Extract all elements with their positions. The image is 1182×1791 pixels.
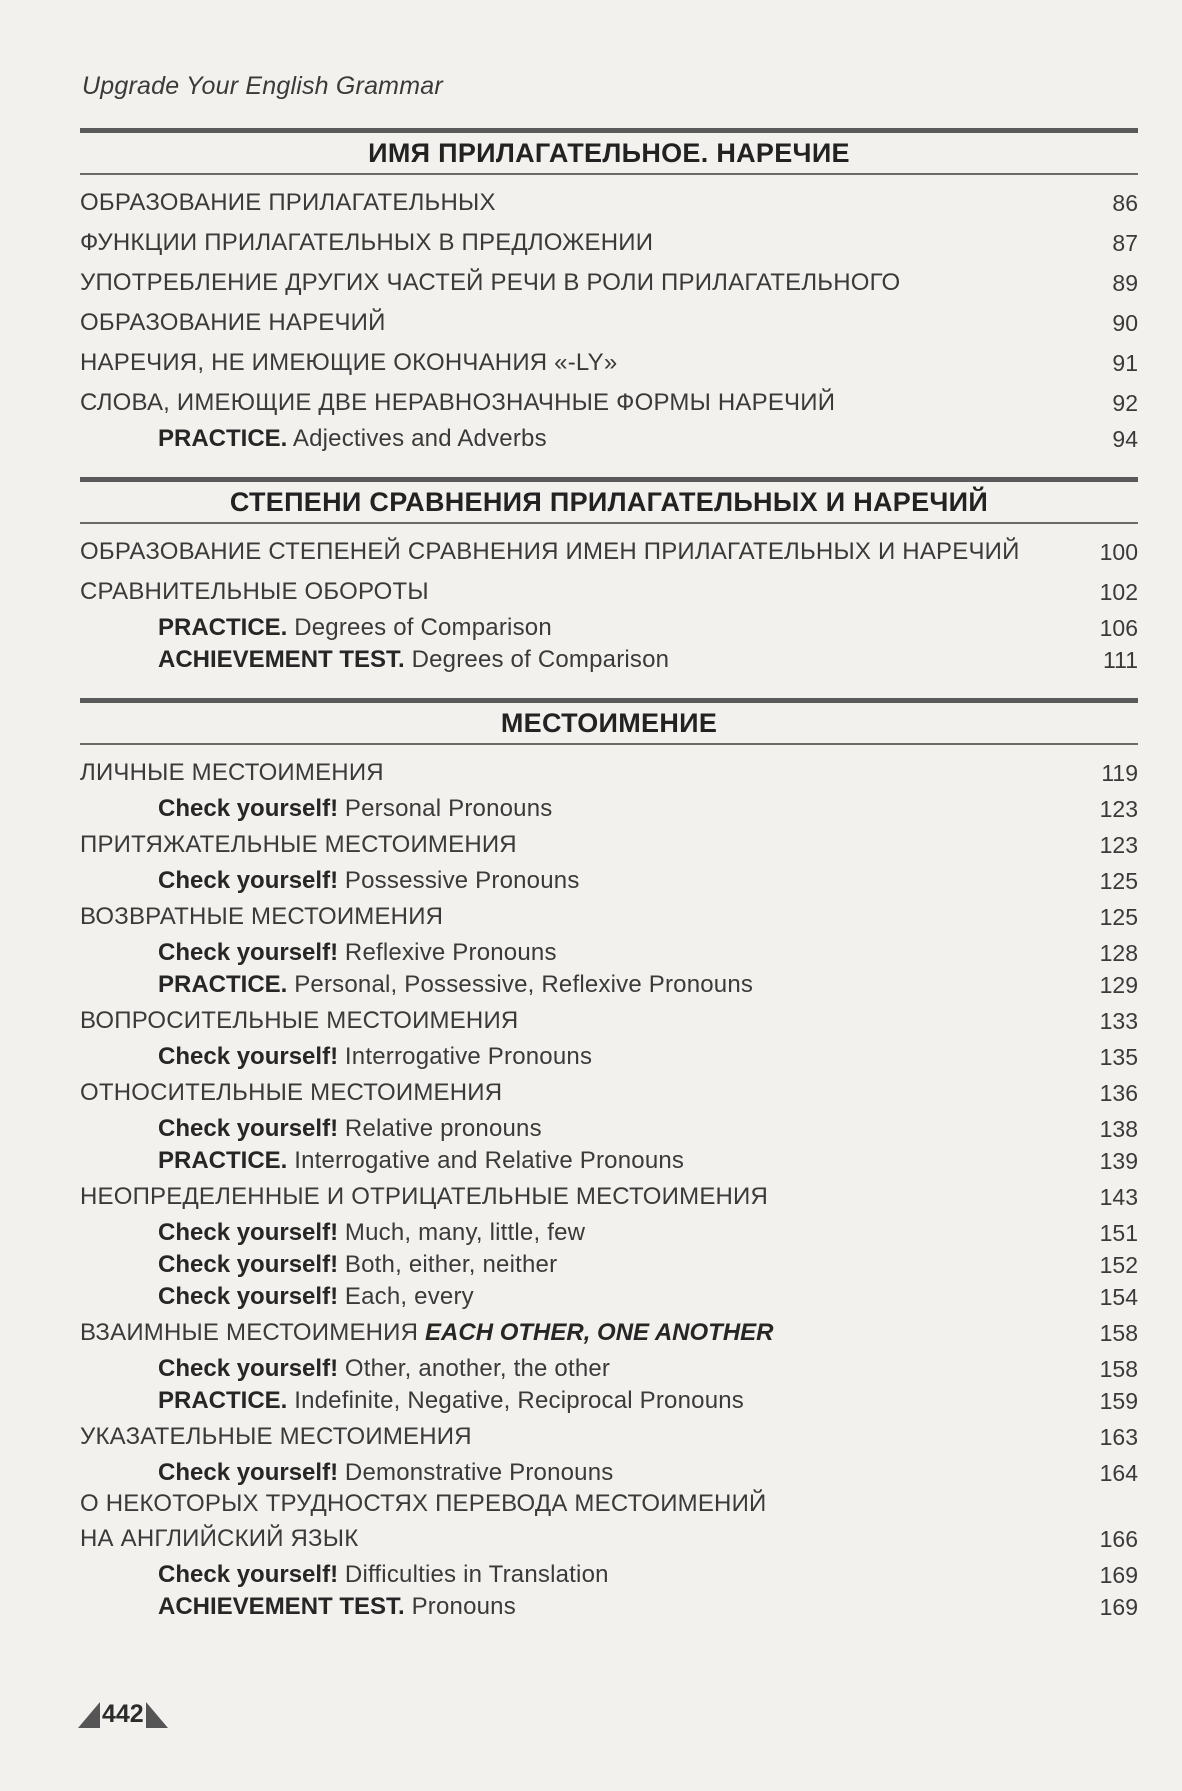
toc-subentry bbox=[80, 1145, 1138, 1177]
entry-text: Other, another, the other bbox=[338, 1355, 611, 1382]
toc-entry bbox=[80, 1519, 1138, 1559]
toc-subentry bbox=[80, 937, 1138, 969]
page-number-folio bbox=[78, 1700, 168, 1729]
entry-title bbox=[80, 1417, 472, 1457]
entry-text: Reflexive Pronouns bbox=[338, 939, 557, 966]
entry-label-bold: Check yourself! bbox=[158, 867, 339, 894]
entry-title bbox=[158, 1353, 610, 1385]
entry-page-number: 143 bbox=[1099, 1184, 1138, 1210]
entry-title bbox=[158, 1281, 474, 1313]
toc-entry bbox=[80, 1489, 1138, 1519]
entry-page-number: 152 bbox=[1099, 1252, 1138, 1278]
entry-title bbox=[80, 183, 496, 223]
entry-title bbox=[158, 1457, 613, 1489]
entry-text: ЛИЧНЫЕ МЕСТОИМЕНИЯ bbox=[80, 759, 384, 786]
entry-title bbox=[80, 897, 443, 937]
entry-title bbox=[80, 1519, 358, 1559]
toc-entry bbox=[80, 897, 1138, 937]
entry-title bbox=[158, 793, 552, 825]
entry-page-number: 139 bbox=[1099, 1148, 1138, 1174]
toc-section bbox=[80, 698, 1138, 1623]
section-header bbox=[80, 128, 1138, 175]
section-entries bbox=[80, 532, 1138, 676]
entry-page-number: 166 bbox=[1099, 1526, 1138, 1552]
entry-text: Possessive Pronouns bbox=[338, 867, 580, 894]
entry-title bbox=[80, 263, 900, 303]
toc-entry bbox=[80, 1001, 1138, 1041]
entry-label-bold: PRACTICE. bbox=[158, 971, 288, 998]
entry-text: УПОТРЕБЛЕНИЕ ДРУГИХ ЧАСТЕЙ РЕЧИ В РОЛИ ПРИЛАГАТЕЛЬНОГО bbox=[80, 269, 901, 296]
entry-label-bold: Check yourself! bbox=[158, 1355, 339, 1382]
entry-title bbox=[158, 423, 547, 455]
entry-label-bold: Check yourself! bbox=[158, 1219, 339, 1246]
entry-title bbox=[80, 1177, 768, 1217]
entry-title bbox=[158, 1559, 609, 1591]
entry-label-bold: PRACTICE. bbox=[158, 1387, 288, 1414]
entry-page-number: 89 bbox=[1112, 270, 1138, 296]
entry-page-number: 125 bbox=[1099, 868, 1138, 894]
entry-title bbox=[158, 644, 669, 676]
section-title: СТЕПЕНИ СРАВНЕНИЯ ПРИЛАГАТЕЛЬНЫХ И НАРЕЧИЙ bbox=[229, 487, 989, 517]
entry-page-number: 87 bbox=[1112, 230, 1138, 256]
toc-entry bbox=[80, 753, 1138, 793]
entry-title bbox=[158, 1113, 542, 1145]
entry-text: Degrees of Comparison bbox=[287, 614, 552, 641]
entry-label-bold: PRACTICE. bbox=[158, 425, 288, 452]
entry-title bbox=[158, 612, 552, 644]
toc-entry bbox=[80, 532, 1138, 572]
entry-title bbox=[80, 1073, 502, 1113]
entry-title bbox=[158, 1217, 585, 1249]
entry-text: ФУНКЦИИ ПРИЛАГАТЕЛЬНЫХ В ПРЕДЛОЖЕНИИ bbox=[80, 229, 654, 256]
section-entries bbox=[80, 183, 1138, 455]
entry-text: НА АНГЛИЙСКИЙ ЯЗЫК bbox=[80, 1525, 359, 1552]
toc-entry bbox=[80, 383, 1138, 423]
entry-page-number: 169 bbox=[1099, 1562, 1138, 1588]
table-of-contents bbox=[80, 128, 1138, 1645]
entry-title bbox=[80, 753, 384, 793]
folio-right-triangle-icon bbox=[146, 1702, 168, 1728]
entry-text: ВЗАИМНЫЕ МЕСТОИМЕНИЯ bbox=[80, 1319, 426, 1346]
entry-label-bold: Check yourself! bbox=[158, 1459, 339, 1486]
entry-page-number: 123 bbox=[1099, 832, 1138, 858]
entry-title bbox=[80, 383, 835, 423]
entry-text: ОБРАЗОВАНИЕ ПРИЛАГАТЕЛЬНЫХ bbox=[80, 189, 496, 216]
entry-page-number: 90 bbox=[1112, 310, 1138, 336]
entry-page-number: 129 bbox=[1099, 972, 1138, 998]
entry-title bbox=[158, 1145, 684, 1177]
entry-label-bold: ACHIEVEMENT TEST. bbox=[158, 1593, 405, 1620]
entry-text: Personal Pronouns bbox=[338, 795, 553, 822]
entry-text: Interrogative and Relative Pronouns bbox=[287, 1147, 685, 1174]
entry-text: НЕОПРЕДЕЛЕННЫЕ И ОТРИЦАТЕЛЬНЫЕ МЕСТОИМЕНИЯ bbox=[80, 1183, 769, 1210]
toc-subentry bbox=[80, 1457, 1138, 1489]
entry-page-number: 151 bbox=[1099, 1220, 1138, 1246]
toc-subentry bbox=[80, 1249, 1138, 1281]
toc-subentry bbox=[80, 1591, 1138, 1623]
entry-label-italic: EACH OTHER, ONE ANOTHER bbox=[425, 1319, 774, 1346]
page-number: 442 bbox=[102, 1700, 144, 1728]
entry-page-number: 154 bbox=[1099, 1284, 1138, 1310]
entry-title bbox=[80, 825, 517, 865]
entry-text: Each, every bbox=[338, 1283, 474, 1310]
toc-subentry bbox=[80, 1113, 1138, 1145]
toc-subentry bbox=[80, 423, 1138, 455]
entry-title bbox=[80, 1313, 774, 1353]
toc-entry bbox=[80, 1417, 1138, 1457]
entry-title bbox=[80, 532, 1020, 572]
entry-title bbox=[80, 1489, 767, 1519]
entry-title bbox=[158, 937, 557, 969]
entry-title bbox=[158, 1249, 557, 1281]
section-rule-bottom bbox=[80, 743, 1138, 745]
toc-subentry bbox=[80, 1353, 1138, 1385]
entry-label-bold: Check yourself! bbox=[158, 1251, 339, 1278]
toc-subentry bbox=[80, 865, 1138, 897]
entry-text: Interrogative Pronouns bbox=[338, 1043, 593, 1070]
toc-entry bbox=[80, 263, 1138, 303]
section-title: МЕСТОИМЕНИЕ bbox=[500, 708, 718, 738]
entry-page-number: 106 bbox=[1099, 615, 1138, 641]
entry-label-bold: ACHIEVEMENT TEST. bbox=[158, 646, 405, 673]
entry-text: Both, either, neither bbox=[338, 1251, 558, 1278]
entry-title bbox=[80, 303, 386, 343]
entry-text: ПРИТЯЖАТЕЛЬНЫЕ МЕСТОИМЕНИЯ bbox=[80, 831, 517, 858]
entry-page-number: 123 bbox=[1099, 796, 1138, 822]
entry-page-number: 100 bbox=[1099, 539, 1138, 565]
entry-title bbox=[80, 223, 653, 263]
entry-page-number: 111 bbox=[1103, 647, 1138, 673]
entry-label-bold: Check yourself! bbox=[158, 1283, 339, 1310]
entry-title bbox=[158, 1591, 516, 1623]
entry-text: СРАВНИТЕЛЬНЫЕ ОБОРОТЫ bbox=[80, 578, 429, 605]
entry-page-number: 125 bbox=[1099, 904, 1138, 930]
entry-page-number: 102 bbox=[1099, 579, 1138, 605]
entry-text: СЛОВА, ИМЕЮЩИЕ ДВЕ НЕРАВНОЗНАЧНЫЕ ФОРМЫ НАРЕЧИЙ bbox=[80, 389, 836, 416]
entry-page-number: 119 bbox=[1101, 760, 1138, 786]
entry-page-number: 128 bbox=[1099, 940, 1138, 966]
entry-text: Personal, Possessive, Reflexive Pronouns bbox=[287, 971, 754, 998]
section-rule-bottom bbox=[80, 173, 1138, 175]
entry-label-bold: PRACTICE. bbox=[158, 614, 288, 641]
toc-subentry bbox=[80, 793, 1138, 825]
entry-text: Degrees of Comparison bbox=[404, 646, 670, 673]
section-header bbox=[80, 698, 1138, 745]
entry-page-number: 138 bbox=[1099, 1116, 1138, 1142]
entry-label-bold: Check yourself! bbox=[158, 795, 339, 822]
entry-page-number: 91 bbox=[1112, 350, 1138, 376]
entry-text: Demonstrative Pronouns bbox=[338, 1459, 614, 1486]
toc-subentry bbox=[80, 1385, 1138, 1417]
toc-entry bbox=[80, 223, 1138, 263]
entry-text: Pronouns bbox=[404, 1593, 516, 1620]
entry-text: Difficulties in Translation bbox=[338, 1561, 609, 1588]
entry-text: О НЕКОТОРЫХ ТРУДНОСТЯХ ПЕРЕВОДА МЕСТОИМЕНИЙ bbox=[80, 1490, 767, 1517]
toc-entry bbox=[80, 303, 1138, 343]
entry-text: ОБРАЗОВАНИЕ СТЕПЕНЕЙ СРАВНЕНИЯ ИМЕН ПРИЛАГАТЕЛЬНЫХ И НАРЕЧИЙ bbox=[80, 538, 1020, 565]
entry-page-number: 158 bbox=[1099, 1356, 1138, 1382]
entry-text: Adjectives and Adverbs bbox=[287, 425, 547, 452]
entry-page-number: 163 bbox=[1099, 1424, 1138, 1450]
entry-text: ВОЗВРАТНЫЕ МЕСТОИМЕНИЯ bbox=[80, 903, 444, 930]
entry-text: Relative pronouns bbox=[338, 1115, 542, 1142]
toc-section bbox=[80, 477, 1138, 676]
section-rule-bottom bbox=[80, 522, 1138, 524]
toc-entry bbox=[80, 572, 1138, 612]
section-title: ИМЯ ПРИЛАГАТЕЛЬНОЕ. НАРЕЧИЕ bbox=[368, 138, 850, 168]
entry-title bbox=[80, 1001, 518, 1041]
folio-left-triangle-icon bbox=[78, 1702, 100, 1728]
entry-text: Indefinite, Negative, Reciprocal Pronouns bbox=[287, 1387, 744, 1414]
entry-label-bold: Check yourself! bbox=[158, 939, 339, 966]
toc-subentry bbox=[80, 1217, 1138, 1249]
toc-subentry bbox=[80, 644, 1138, 676]
entry-label-bold: Check yourself! bbox=[158, 1561, 339, 1588]
toc-entry bbox=[80, 183, 1138, 223]
entry-label-bold: Check yourself! bbox=[158, 1115, 339, 1142]
entry-page-number: 169 bbox=[1099, 1594, 1138, 1620]
entry-title bbox=[158, 969, 753, 1001]
entry-title bbox=[80, 343, 617, 383]
entry-page-number: 92 bbox=[1112, 390, 1138, 416]
section-entries bbox=[80, 753, 1138, 1623]
entry-text: ВОПРОСИТЕЛЬНЫЕ МЕСТОИМЕНИЯ bbox=[80, 1007, 519, 1034]
toc-section bbox=[80, 128, 1138, 455]
toc-entry bbox=[80, 1313, 1138, 1353]
entry-label-bold: Check yourself! bbox=[158, 1043, 339, 1070]
entry-text: ОБРАЗОВАНИЕ НАРЕЧИЙ bbox=[80, 309, 386, 336]
toc-entry bbox=[80, 343, 1138, 383]
entry-text: ОТНОСИТЕЛЬНЫЕ МЕСТОИМЕНИЯ bbox=[80, 1079, 503, 1106]
entry-title bbox=[158, 1385, 744, 1417]
entry-page-number: 86 bbox=[1112, 190, 1138, 216]
entry-page-number: 159 bbox=[1099, 1388, 1138, 1414]
entry-title bbox=[80, 572, 429, 612]
toc-subentry bbox=[80, 969, 1138, 1001]
entry-text: УКАЗАТЕЛЬНЫЕ МЕСТОИМЕНИЯ bbox=[80, 1423, 472, 1450]
entry-page-number: 164 bbox=[1099, 1460, 1138, 1486]
toc-entry bbox=[80, 1073, 1138, 1113]
entry-page-number: 158 bbox=[1099, 1320, 1138, 1346]
entry-title bbox=[158, 1041, 592, 1073]
toc-subentry bbox=[80, 1559, 1138, 1591]
entry-page-number: 135 bbox=[1099, 1044, 1138, 1070]
entry-page-number: 136 bbox=[1099, 1080, 1138, 1106]
section-header bbox=[80, 477, 1138, 524]
toc-entry bbox=[80, 825, 1138, 865]
entry-label-bold: PRACTICE. bbox=[158, 1147, 288, 1174]
toc-entry bbox=[80, 1177, 1138, 1217]
entry-page-number: 133 bbox=[1099, 1008, 1138, 1034]
entry-text: Much, many, little, few bbox=[338, 1219, 586, 1246]
entry-text: НАРЕЧИЯ, НЕ ИМЕЮЩИЕ ОКОНЧАНИЯ «-LY» bbox=[80, 349, 618, 376]
toc-subentry bbox=[80, 1041, 1138, 1073]
running-head: Upgrade Your English Grammar bbox=[82, 72, 443, 100]
entry-page-number: 94 bbox=[1112, 426, 1138, 452]
entry-title bbox=[158, 865, 580, 897]
toc-subentry bbox=[80, 1281, 1138, 1313]
toc-subentry bbox=[80, 612, 1138, 644]
